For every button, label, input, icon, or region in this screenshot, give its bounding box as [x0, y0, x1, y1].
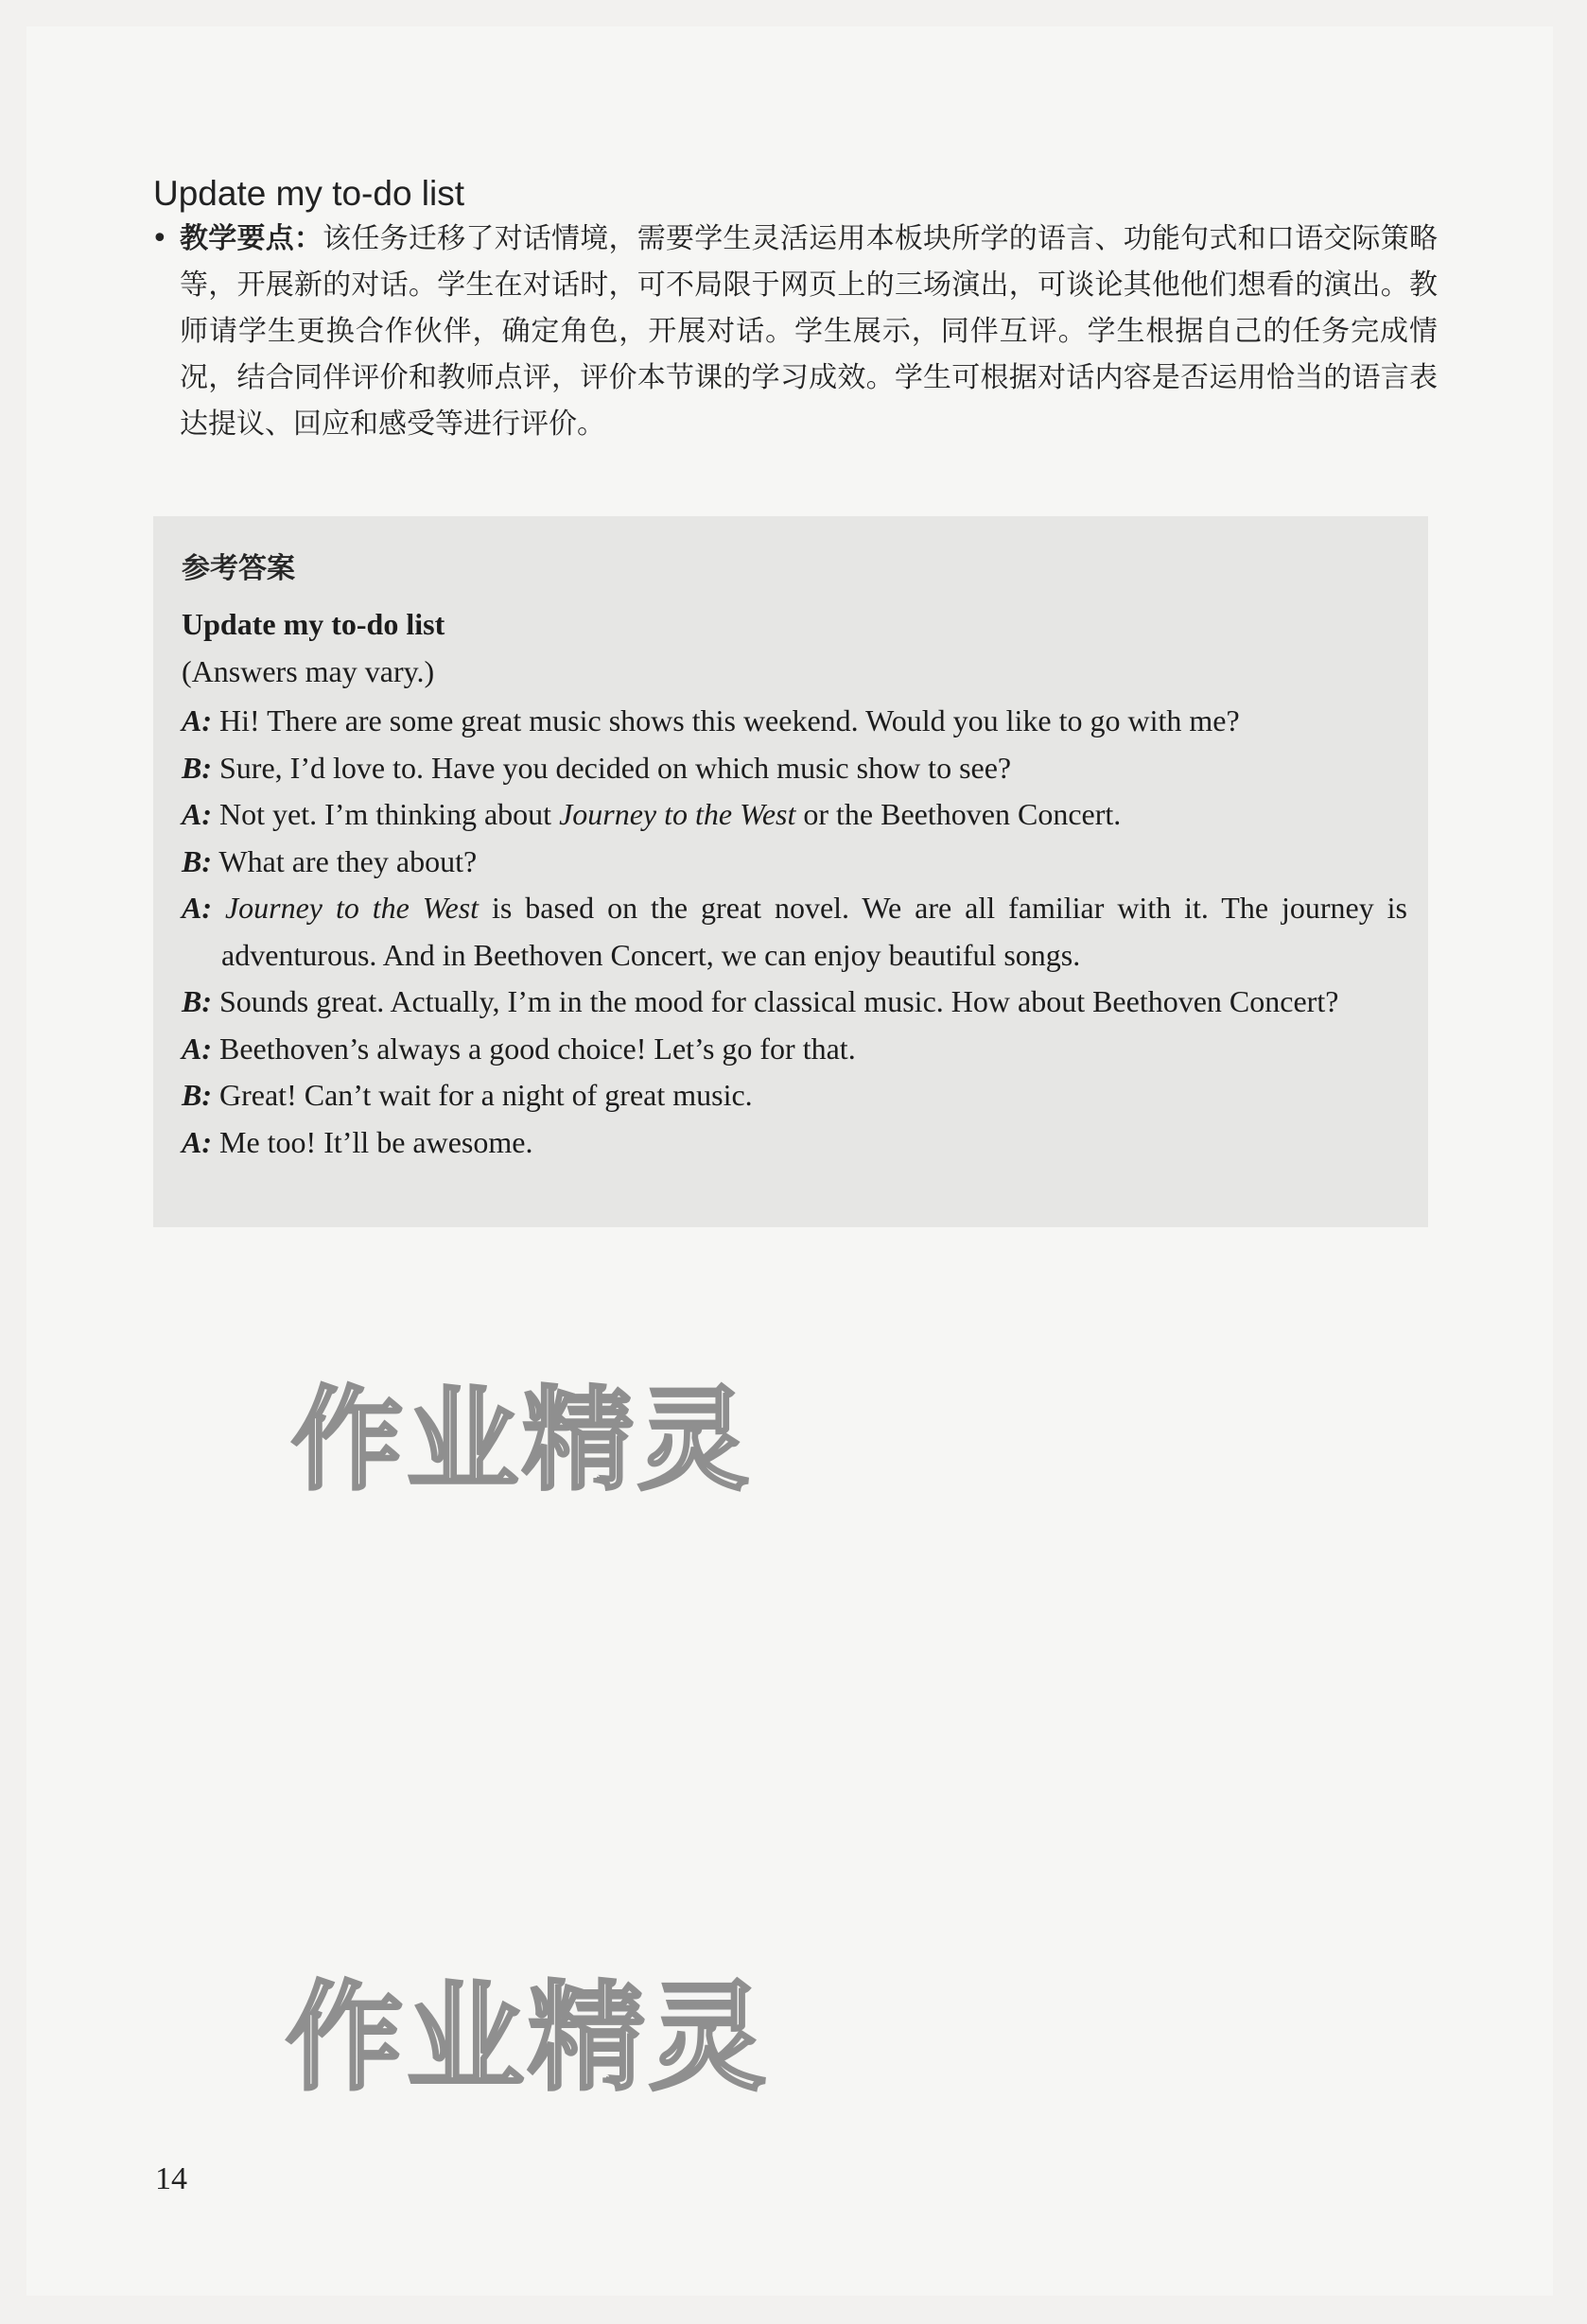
speaker-label: A: — [182, 1031, 212, 1066]
teaching-point-label: 教学要点： — [180, 222, 323, 255]
speaker-label: A: — [182, 1124, 212, 1159]
speaker-label: B: — [182, 1078, 212, 1112]
dialogue-text: Beethoven’s always a good choice! Let’s go for that. — [219, 1031, 856, 1066]
dialogue-text: Not yet. I’m thinking about — [219, 797, 560, 831]
dialogue-text: Sure, I’d love to. Have you decided on which music show to see? — [219, 750, 1012, 785]
dialogue-line — [182, 1072, 1407, 1119]
speaker-label: A: — [182, 891, 212, 925]
dialogue-line — [182, 791, 1407, 839]
dialogue-text: is based on the great novel. We are all familiar with it. The journey is adventurous. And in Beethoven Concert, we can enjoy beautiful songs. — [221, 891, 1407, 972]
speaker-label: B: — [182, 843, 212, 878]
bullet: • — [151, 222, 168, 255]
dialogue-text: Great! Can’t wait for a night of great music. — [219, 1078, 753, 1112]
teaching-point-body: 该任务迁移了对话情境，需要学生灵活运用本板块所学的语言、功能句式和口语交际策略等，开展新的对话。学生在对话时，可不局限于网页上的三场演出，可谈论其他他们想看的演出。教师请学生更换合作伙伴，确定角色，开展对话。学生展示，同伴互评。学生根据自己的任务完成情况，结合同伴评价和教师点评，评价本节课的学习成效。学生可根据对话内容是否运用恰当的语言表达提议、回应和感受等进行评价。 — [180, 222, 1439, 441]
dialogue-line — [182, 885, 1407, 979]
dialogue-line — [182, 698, 1407, 745]
dialogue-line — [182, 979, 1407, 1026]
dialogue-line — [182, 839, 1407, 886]
reference-answer-box — [153, 516, 1428, 1227]
dialogue-text: Me too! It’ll be awesome. — [219, 1124, 533, 1159]
reference-answer-subheading: Update my to-do list — [182, 607, 445, 641]
teaching-point-text — [180, 216, 1438, 447]
speaker-label: B: — [182, 750, 212, 785]
dialogue-text: What are they about? — [218, 843, 478, 878]
speaker-label: A: — [182, 703, 212, 737]
dialogue-title-italic: Journey to the West — [224, 891, 480, 925]
dialogue-text: Sounds great. Actually, I’m in the mood for classical music. How about Beethoven Concert? — [219, 984, 1339, 1018]
dialogue-text: Hi! There are some great music shows this weekend. Would you like to go with me? — [219, 703, 1240, 737]
reference-answer-note: (Answers may vary.) — [182, 654, 435, 688]
watermark: 作业精灵 — [291, 1375, 754, 1505]
speaker-label: A: — [182, 797, 212, 831]
teaching-point — [151, 216, 1438, 447]
dialogue-line — [182, 745, 1407, 792]
dialogue-line — [182, 1119, 1407, 1167]
watermark: 作业精灵 — [286, 1970, 771, 2107]
dialogue-line — [182, 1026, 1407, 1073]
dialogue-title-italic: Journey to the West — [559, 797, 796, 831]
dialogue-text: or the Beethoven Concert. — [795, 797, 1122, 831]
dialogue — [182, 698, 1407, 1166]
section-title: Update my to-do list — [153, 174, 465, 213]
page-number: 14 — [155, 2161, 187, 2196]
speaker-label: B: — [182, 984, 212, 1018]
reference-answer-heading: 参考答案 — [182, 552, 295, 585]
